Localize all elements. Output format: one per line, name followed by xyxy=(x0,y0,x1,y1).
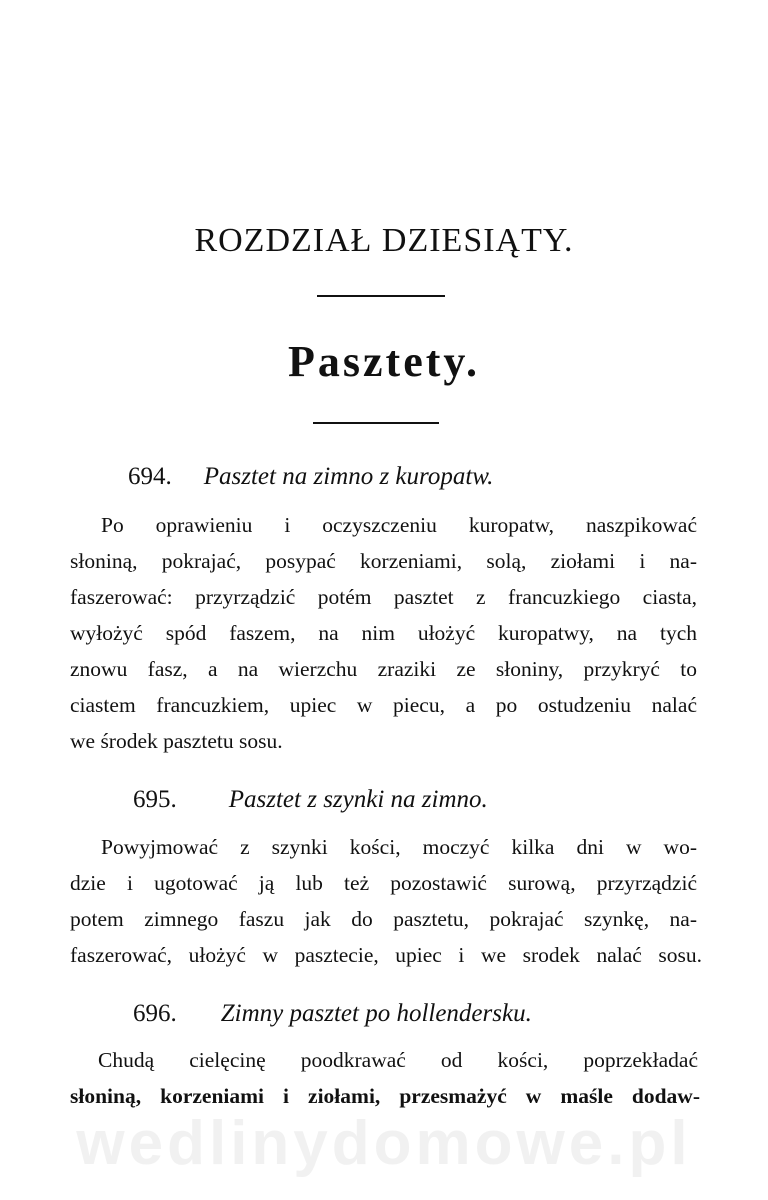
text-line: faszerować, ułożyć w pasztecie, upiec i we srodek nalać sosu. xyxy=(70,943,702,967)
text-line: Po oprawieniu i oczyszczeniu kuropatw, naszpikować xyxy=(101,513,697,537)
text-line: wyłożyć spód faszem, na nim ułożyć kuropatwy, na tych xyxy=(70,621,697,645)
recipe-heading xyxy=(128,463,493,491)
recipe-title: Pasztet z szynki na zimno. xyxy=(228,786,488,813)
text-line: znowu fasz, a na wierzchu zraziki ze słoniny, przykryć to xyxy=(70,657,697,681)
text-line: Powyjmować z szynki kości, moczyć kilka dni w wo- xyxy=(101,835,697,859)
recipe-number: 694. xyxy=(128,463,172,490)
divider-rule xyxy=(313,422,439,424)
watermark: wedlinydomowe.pl xyxy=(76,1109,692,1178)
text-line: ciastem francuzkiem, upiec w piecu, a po ostudzeniu nalać xyxy=(70,693,697,717)
text-line: słoniną, pokrajać, posypać korzeniami, solą, ziołami i na- xyxy=(70,549,697,573)
recipe-number: 695. xyxy=(133,786,177,813)
text-line: słoniną, korzeniami i ziołami, przesmażyć w maśle dodaw- xyxy=(70,1084,700,1108)
text-line: potem zimnego faszu jak do pasztetu, pokrajać szynkę, na- xyxy=(70,907,697,931)
chapter-title: ROZDZIAŁ DZIESIĄTY. xyxy=(194,222,574,259)
text-line: dzie i ugotować ją lub też pozostawić surową, przyrządzić xyxy=(70,871,697,895)
recipe-heading xyxy=(133,786,488,814)
divider-rule xyxy=(317,295,445,297)
recipe-title: Pasztet na zimno z kuropatw. xyxy=(203,463,494,490)
recipe-title: Zimny pasztet po hollendersku. xyxy=(220,1000,532,1027)
recipe-heading xyxy=(133,1000,532,1028)
text-line: Chudą cielęcinę poodkrawać od kości, poprzekładać xyxy=(98,1048,698,1072)
text-line: faszerować: przyrządzić potém pasztet z francuzkiego ciasta, xyxy=(70,585,697,609)
section-title: Pasztety. xyxy=(288,337,480,386)
recipe-number: 696. xyxy=(133,1000,177,1027)
text-line: we środek pasztetu sosu. xyxy=(70,729,283,753)
